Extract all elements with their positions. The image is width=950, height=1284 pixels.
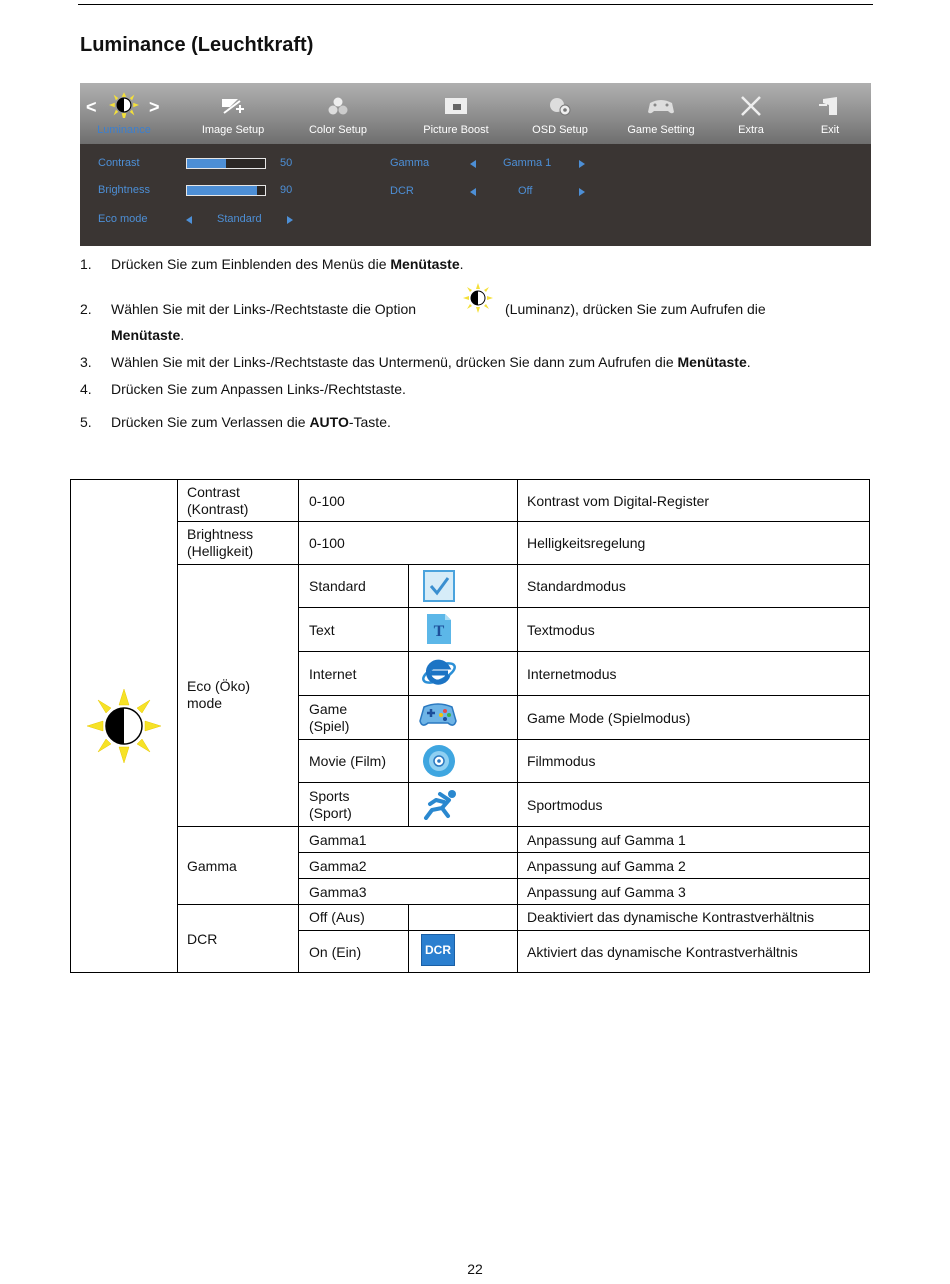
exit-icon xyxy=(817,95,843,117)
osd-contrast-fill xyxy=(187,159,226,168)
table-divider xyxy=(177,564,870,565)
table-divider xyxy=(177,479,178,973)
table-border xyxy=(869,479,870,973)
eco-standard-mode: Standard xyxy=(309,578,366,594)
table-divider xyxy=(298,930,870,931)
step-number: 2. xyxy=(80,301,92,317)
gamma3-value: Gamma3 xyxy=(309,884,367,900)
table-divider xyxy=(298,852,870,853)
osd-tab-exit xyxy=(791,83,869,144)
eco-sports-line1: Sports xyxy=(309,788,350,804)
contrast-desc: Kontrast vom Digital-Register xyxy=(527,493,710,509)
osd-tab-label: Game Setting xyxy=(627,124,695,136)
gamma-name: Gamma xyxy=(187,858,237,874)
osd-tab-game-setting xyxy=(617,83,705,144)
eco-game-desc: Game Mode (Spielmodus) xyxy=(527,710,691,726)
contrast-name-line1: Contrast xyxy=(187,484,240,500)
step-text-post: (Luminanz), drücken Sie zum Aufrufen die xyxy=(505,301,766,317)
brightness-name-line2: (Helligkeit) xyxy=(187,543,254,559)
image-setup-icon xyxy=(220,95,246,117)
osd-eco-right-arrow xyxy=(287,216,293,224)
osd-brightness-label: Brightness xyxy=(98,184,150,196)
page-number: 22 xyxy=(467,1261,483,1277)
gamepad-icon xyxy=(418,701,458,729)
eco-standard-desc: Standardmodus xyxy=(527,578,626,594)
osd-tab-extra xyxy=(712,83,790,144)
osd-right-arrow: > xyxy=(149,97,160,117)
table-border xyxy=(70,479,71,973)
step-text-bold: Menütaste xyxy=(111,327,181,343)
eco-name-line1: Eco (Öko) xyxy=(187,678,251,694)
eco-internet-mode: Internet xyxy=(309,666,357,682)
eco-sports-mode xyxy=(309,788,352,822)
extra-icon xyxy=(738,95,764,117)
gamma2-desc: Anpassung auf Gamma 2 xyxy=(527,858,686,874)
brightness-desc: Helligkeitsregelung xyxy=(527,535,646,551)
osd-tab-osd-setup xyxy=(516,83,604,144)
gamma2-value: Gamma2 xyxy=(309,858,367,874)
eco-sports-desc: Sportmodus xyxy=(527,797,603,813)
luminance-icon xyxy=(109,92,139,118)
osd-setup-icon xyxy=(547,95,573,117)
osd-left-arrow: < xyxy=(86,97,97,117)
osd-tab-label: Color Setup xyxy=(308,124,368,136)
top-rule xyxy=(78,4,873,5)
text-document-icon xyxy=(426,613,452,645)
osd-dcr-label: DCR xyxy=(390,185,414,197)
dcr-on-value: On (Ein) xyxy=(309,944,362,960)
table-divider xyxy=(298,607,870,608)
luminance-inline-icon xyxy=(463,283,493,313)
step-text-post: . xyxy=(180,327,185,343)
step-number: 5. xyxy=(80,414,92,430)
step-number: 4. xyxy=(80,381,92,397)
step-text-bold: Menütaste xyxy=(390,256,460,272)
osd-tab-image-setup xyxy=(189,83,277,144)
table-divider xyxy=(298,479,299,973)
osd-eco-value: Standard xyxy=(217,213,262,225)
table-divider xyxy=(408,904,409,973)
eco-movie-mode: Movie (Film) xyxy=(309,753,386,769)
table-divider xyxy=(298,651,870,652)
color-setup-icon xyxy=(325,95,351,117)
luminance-large-icon xyxy=(87,689,161,763)
step-text-bold: Menütaste xyxy=(677,354,747,370)
eco-game-line2: (Spiel) xyxy=(309,718,350,734)
eco-text-mode: Text xyxy=(309,622,335,638)
osd-tab-luminance xyxy=(82,83,166,144)
table-border xyxy=(70,479,870,480)
step-text xyxy=(111,353,751,371)
osd-tab-picture-boost xyxy=(412,83,500,144)
contrast-name-line2: (Kontrast) xyxy=(187,501,249,517)
dcr-off-desc: Deaktiviert das dynamische Kontrastverhältnis xyxy=(527,909,815,925)
osd-dcr-left-arrow xyxy=(470,188,476,196)
dcr-icon: DCR xyxy=(421,934,455,966)
osd-tab-color-setup xyxy=(294,83,382,144)
osd-brightness-bar xyxy=(186,185,266,196)
eco-mode-name xyxy=(187,678,250,712)
eco-internet-desc: Internetmodus xyxy=(527,666,617,682)
gamma1-value: Gamma1 xyxy=(309,832,367,848)
step-number: 1. xyxy=(80,256,92,272)
dcr-off-value: Off (Aus) xyxy=(309,909,365,925)
internet-e-icon xyxy=(421,656,457,690)
svg-text:T: T xyxy=(433,623,445,640)
sports-runner-icon xyxy=(418,788,460,820)
dcr-on-desc: Aktiviert das dynamische Kontrastverhältnis xyxy=(527,944,798,960)
dcr-name: DCR xyxy=(187,931,218,947)
osd-gamma-value: Gamma 1 xyxy=(503,157,552,169)
picture-boost-icon xyxy=(443,95,469,117)
eco-name-line2: mode xyxy=(187,695,223,711)
eco-game-line1: Game xyxy=(309,701,348,717)
gamma1-desc: Anpassung auf Gamma 1 xyxy=(527,832,686,848)
osd-eco-left-arrow xyxy=(186,216,192,224)
table-divider xyxy=(298,739,870,740)
movie-disc-icon xyxy=(422,744,456,778)
step-text-post: -Taste. xyxy=(348,414,391,430)
step-text-post: . xyxy=(746,354,751,370)
osd-gamma-right-arrow xyxy=(579,160,585,168)
table-divider xyxy=(298,782,870,783)
brightness-name-line1: Brightness xyxy=(187,526,254,542)
osd-tab-label: Extra xyxy=(738,124,764,136)
osd-tab-label: Exit xyxy=(820,124,840,136)
gamma3-desc: Anpassung auf Gamma 3 xyxy=(527,884,686,900)
osd-brightness-value: 90 xyxy=(280,184,293,196)
osd-tab-label: Luminance xyxy=(97,124,151,136)
brightness-name xyxy=(187,526,253,560)
step-text: Drücken Sie zum Anpassen Links-/Rechtstaste. xyxy=(111,381,406,397)
osd-eco-label: Eco mode xyxy=(98,213,148,225)
osd-tab-label: Picture Boost xyxy=(423,124,489,136)
osd-dcr-value: Off xyxy=(518,185,533,197)
eco-movie-desc: Filmmodus xyxy=(527,753,596,769)
contrast-name xyxy=(187,484,248,518)
osd-tab-label: OSD Setup xyxy=(532,124,588,136)
osd-tab-label: Image Setup xyxy=(201,124,265,136)
osd-gamma-label: Gamma xyxy=(390,157,430,169)
eco-game-mode xyxy=(309,701,349,735)
page-title: Luminance (Leuchtkraft) xyxy=(80,34,314,56)
table-divider xyxy=(177,521,870,522)
step-2-continued xyxy=(505,300,766,318)
step-text-pre: Wählen Sie mit der Links-/Rechtstaste das Untermenü, drücken Sie dann zum Aufrufen die xyxy=(111,354,678,370)
step-text-pre: Wählen Sie mit der Links-/Rechtstaste die Option xyxy=(111,301,417,317)
step-text-bold: AUTO xyxy=(309,414,349,430)
step-2-line2 xyxy=(111,326,184,344)
table-divider xyxy=(298,878,870,879)
standard-check-icon xyxy=(423,570,455,602)
eco-sports-line2: (Sport) xyxy=(309,805,352,821)
eco-text-desc: Textmodus xyxy=(527,622,595,638)
brightness-range: 0-100 xyxy=(309,535,345,551)
osd-menu-screenshot xyxy=(80,83,871,246)
osd-brightness-fill xyxy=(187,186,257,195)
step-text-pre: Drücken Sie zum Einblenden des Menüs die xyxy=(111,256,391,272)
table-divider xyxy=(177,904,870,905)
table-divider xyxy=(298,695,870,696)
contrast-range: 0-100 xyxy=(309,493,345,509)
table-divider xyxy=(517,479,518,973)
step-text-post: . xyxy=(459,256,464,272)
osd-contrast-value: 50 xyxy=(280,157,293,169)
step-number: 3. xyxy=(80,354,92,370)
osd-gamma-left-arrow xyxy=(470,160,476,168)
osd-contrast-bar xyxy=(186,158,266,169)
osd-dcr-right-arrow xyxy=(579,188,585,196)
step-text-pre: Drücken Sie zum Verlassen die xyxy=(111,414,310,430)
step-text xyxy=(111,413,391,431)
game-setting-icon xyxy=(646,95,676,117)
table-divider xyxy=(177,826,870,827)
step-text xyxy=(111,255,464,273)
osd-contrast-label: Contrast xyxy=(98,157,140,169)
table-border xyxy=(70,972,870,973)
